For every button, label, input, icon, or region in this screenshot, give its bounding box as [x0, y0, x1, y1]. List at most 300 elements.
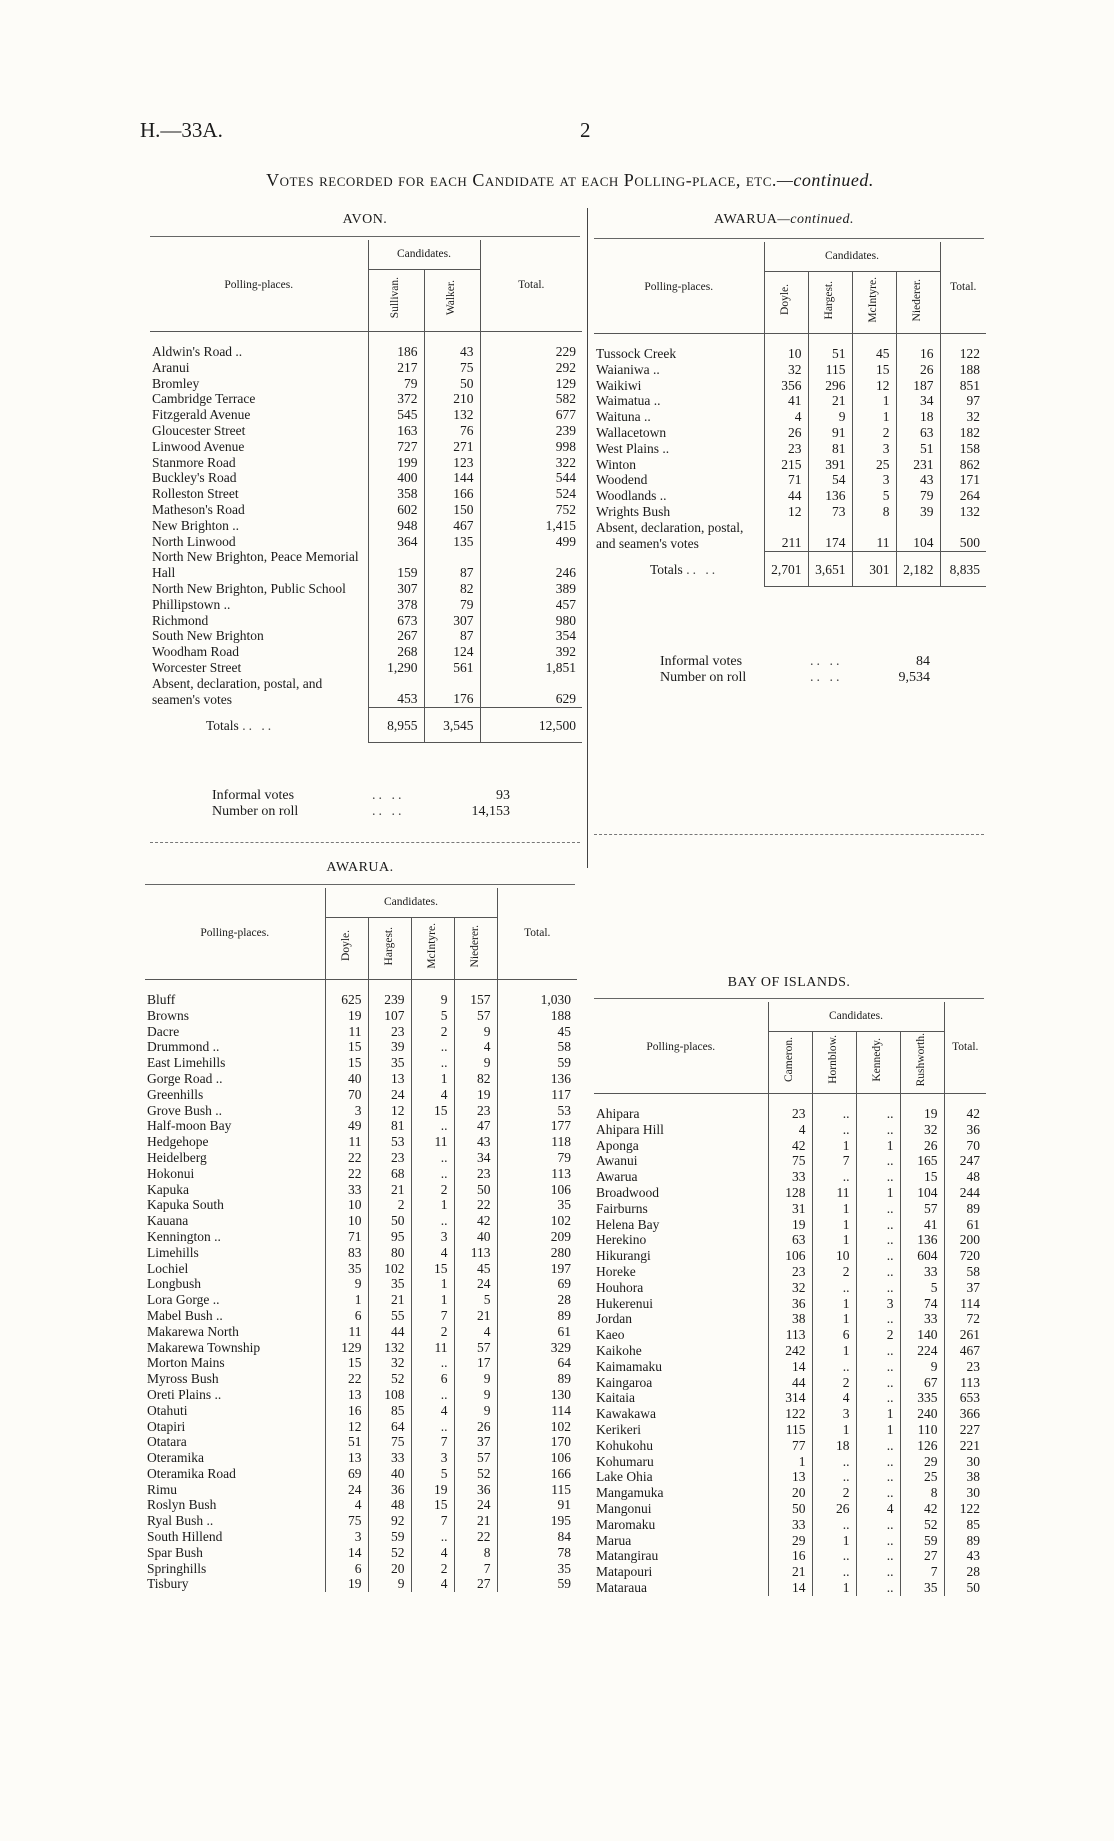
- vote-cell: 673: [368, 613, 424, 629]
- vote-cell: 135: [424, 534, 480, 550]
- vote-cell: 31: [768, 1201, 812, 1217]
- vote-cell: 41: [764, 393, 808, 409]
- table-row: [145, 1213, 577, 1229]
- vote-cell: ..: [856, 1533, 900, 1549]
- vote-cell: 28: [944, 1564, 986, 1580]
- polling-place: Kaimamaku: [596, 1358, 662, 1374]
- vote-cell: 51: [325, 1434, 368, 1450]
- vote-cell: ..: [411, 1039, 454, 1055]
- vote-cell: 170: [497, 1434, 577, 1450]
- vote-cell: 4: [411, 1403, 454, 1419]
- vote-cell: 110: [900, 1422, 944, 1438]
- vote-cell: ..: [812, 1454, 856, 1470]
- table-row: [150, 486, 582, 502]
- vote-cell: 32: [768, 1280, 812, 1296]
- rule: [594, 998, 984, 999]
- vote-cell: 2: [852, 425, 896, 441]
- document-title: [130, 170, 1010, 191]
- candidate-name-header: [325, 917, 368, 980]
- vote-cell: 1: [411, 1292, 454, 1308]
- table-row: [145, 1403, 577, 1419]
- vote-cell: 11: [852, 520, 896, 552]
- vote-cell: 114: [944, 1296, 986, 1312]
- vote-cell: 10: [764, 346, 808, 362]
- vote-cell: 58: [497, 1039, 577, 1055]
- title-text: Votes recorded for each Candidate at each Polling-place, etc.: [266, 170, 777, 190]
- table-row: [150, 360, 582, 376]
- vote-cell: ..: [856, 1375, 900, 1391]
- vote-cell: 61: [944, 1217, 986, 1233]
- vote-cell: 89: [497, 1308, 577, 1324]
- vote-cell: 9: [900, 1359, 944, 1375]
- table-row: [594, 504, 986, 520]
- vote-cell: 36: [768, 1296, 812, 1312]
- candidate-name: Hornblow.: [827, 1035, 840, 1085]
- vote-cell: 2: [411, 1324, 454, 1340]
- polling-place: North Linwood: [152, 533, 236, 549]
- vote-cell: ..: [411, 1166, 454, 1182]
- awarua-table: [145, 888, 577, 1592]
- vote-cell: 158: [940, 441, 986, 457]
- table-row: [594, 1343, 986, 1359]
- vote-cell: 582: [480, 391, 582, 407]
- vote-cell: 87: [424, 628, 480, 644]
- vote-cell: 1: [411, 1276, 454, 1292]
- polling-place: Woodlands ..: [596, 488, 667, 504]
- vote-cell: 188: [497, 1008, 577, 1024]
- candidate-name: Kennedy.: [871, 1037, 884, 1082]
- vote-cell: 199: [368, 455, 424, 471]
- vote-cell: 15: [411, 1261, 454, 1277]
- vote-cell: 9: [411, 992, 454, 1008]
- avon-table: [150, 240, 582, 743]
- bay-title: BAY OF ISLANDS.: [727, 975, 851, 990]
- polling-places-header: Polling-places.: [224, 278, 294, 291]
- table-row: [145, 1071, 577, 1087]
- polling-place: Browns: [147, 1007, 190, 1023]
- vote-cell: 15: [852, 362, 896, 378]
- vote-cell: 76: [424, 423, 480, 439]
- table-row: [150, 581, 582, 597]
- candidate-name: Hargest.: [382, 926, 395, 966]
- vote-cell: 24: [454, 1276, 497, 1292]
- table-row: [594, 1454, 986, 1470]
- vote-cell: 37: [454, 1434, 497, 1450]
- totals-row: [594, 551, 986, 586]
- polling-place: Fitzgerald Avenue: [152, 407, 251, 423]
- polling-place: North New Brighton, Public School: [152, 580, 346, 596]
- vote-cell: 210: [424, 391, 480, 407]
- vote-cell: 68: [368, 1166, 411, 1182]
- vote-cell: 268: [368, 644, 424, 660]
- vote-cell: 32: [900, 1122, 944, 1138]
- table-row: [594, 488, 986, 504]
- vote-cell: 1,030: [497, 992, 577, 1008]
- vote-cell: 1: [812, 1422, 856, 1438]
- avon-informal-value: 93: [496, 788, 510, 803]
- vote-cell: 102: [368, 1261, 411, 1277]
- polling-place: Stanmore Road: [152, 454, 236, 470]
- rule: [150, 236, 580, 237]
- vote-cell: 1: [852, 393, 896, 409]
- vote-cell: 9: [368, 1576, 411, 1592]
- vote-cell: 45: [497, 1024, 577, 1040]
- vote-cell: 1: [812, 1296, 856, 1312]
- vote-cell: ..: [856, 1311, 900, 1327]
- vote-cell: 40: [368, 1466, 411, 1482]
- vote-cell: 1: [856, 1185, 900, 1201]
- vote-cell: 26: [896, 362, 940, 378]
- vote-cell: 209: [497, 1229, 577, 1245]
- vote-cell: 998: [480, 439, 582, 455]
- rule: [594, 834, 984, 835]
- table-row: [145, 1276, 577, 1292]
- vote-cell: 102: [497, 1213, 577, 1229]
- candidate-name-header: [896, 271, 940, 334]
- table-row: [145, 1497, 577, 1513]
- vote-cell: 1: [812, 1533, 856, 1549]
- table-row: [594, 1375, 986, 1391]
- vote-cell: 3: [325, 1103, 368, 1119]
- vote-cell: 45: [454, 1261, 497, 1277]
- candidate-name: Doyle.: [779, 284, 792, 316]
- vote-cell: 544: [480, 470, 582, 486]
- vote-cell: 20: [768, 1485, 812, 1501]
- vote-cell: 97: [940, 393, 986, 409]
- vote-cell: 372: [368, 391, 424, 407]
- table-row: [145, 1118, 577, 1134]
- vote-cell: ..: [812, 1106, 856, 1122]
- vote-cell: 21: [768, 1564, 812, 1580]
- vote-cell: 3: [852, 441, 896, 457]
- vote-cell: 79: [497, 1150, 577, 1166]
- vote-cell: 197: [497, 1261, 577, 1277]
- table-row: [145, 1008, 577, 1024]
- vote-cell: ..: [856, 1485, 900, 1501]
- vote-cell: 18: [896, 409, 940, 425]
- vote-cell: 39: [368, 1039, 411, 1055]
- vote-cell: 118: [497, 1134, 577, 1150]
- table-row: [594, 457, 986, 473]
- polling-place: Houhora: [596, 1279, 644, 1295]
- vote-cell: 16: [896, 346, 940, 362]
- vote-cell: 6: [411, 1371, 454, 1387]
- awarua-cont-informal: [660, 654, 930, 670]
- vote-cell: 33: [368, 1450, 411, 1466]
- polling-place: Aranui: [152, 359, 190, 375]
- candidate-name-header: [368, 269, 424, 332]
- awarua-cont-title: [594, 212, 974, 228]
- polling-place: Spar Bush: [147, 1544, 203, 1560]
- vote-cell: 4: [764, 409, 808, 425]
- vote-cell: 14: [325, 1545, 368, 1561]
- polling-place: Hukerenui: [596, 1295, 653, 1311]
- vote-cell: ..: [856, 1122, 900, 1138]
- vote-cell: ..: [856, 1201, 900, 1217]
- rule: [594, 238, 984, 239]
- table-row: [594, 1564, 986, 1580]
- table-row: [150, 439, 582, 455]
- totals-cell: 3,651: [808, 551, 852, 586]
- polling-place: Tisbury: [147, 1576, 189, 1592]
- table-row: [150, 344, 582, 360]
- vote-cell: 157: [454, 992, 497, 1008]
- vote-cell: 48: [944, 1169, 986, 1185]
- vote-cell: 37: [944, 1280, 986, 1296]
- polling-place: Oreti Plains ..: [147, 1386, 222, 1402]
- vote-cell: 11: [411, 1340, 454, 1356]
- vote-cell: 22: [454, 1197, 497, 1213]
- table-row: [594, 1122, 986, 1138]
- vote-cell: 267: [368, 628, 424, 644]
- vote-cell: 150: [424, 502, 480, 518]
- polling-place: Worcester Street: [152, 659, 242, 675]
- leader-dots: .. ..: [372, 788, 405, 803]
- table-row: [145, 1229, 577, 1245]
- table-row: [145, 1434, 577, 1450]
- vote-cell: 9: [454, 1403, 497, 1419]
- vote-cell: 4: [411, 1545, 454, 1561]
- vote-cell: ..: [411, 1150, 454, 1166]
- vote-cell: 50: [424, 376, 480, 392]
- vote-cell: ..: [856, 1169, 900, 1185]
- roll-label: Number on roll: [660, 670, 747, 685]
- vote-cell: 231: [896, 457, 940, 473]
- vote-cell: 32: [368, 1355, 411, 1371]
- vote-cell: 1: [856, 1138, 900, 1154]
- totals-text: Totals: [206, 717, 239, 733]
- vote-cell: 4: [411, 1245, 454, 1261]
- vote-cell: 42: [944, 1106, 986, 1122]
- vote-cell: 499: [480, 534, 582, 550]
- awarua-cont-name: AWARUA: [714, 212, 778, 227]
- vote-cell: 10: [325, 1213, 368, 1229]
- vote-cell: 74: [900, 1296, 944, 1312]
- leader-dots: .. ..: [242, 717, 275, 733]
- column-divider: [587, 208, 588, 868]
- vote-cell: 16: [325, 1403, 368, 1419]
- table-row: [145, 1308, 577, 1324]
- vote-cell: 329: [497, 1340, 577, 1356]
- totals-cell: 3,545: [424, 707, 480, 742]
- vote-cell: 15: [325, 1055, 368, 1071]
- table-row: [594, 1106, 986, 1122]
- vote-cell: 4: [768, 1122, 812, 1138]
- candidate-name-header: [424, 269, 480, 332]
- vote-cell: 71: [325, 1229, 368, 1245]
- vote-cell: 224: [900, 1343, 944, 1359]
- polling-places-header: Polling-places.: [644, 280, 714, 293]
- vote-cell: ..: [856, 1517, 900, 1533]
- vote-cell: 87: [424, 549, 480, 581]
- vote-cell: 34: [896, 393, 940, 409]
- vote-cell: 82: [424, 581, 480, 597]
- vote-cell: 36: [454, 1482, 497, 1498]
- vote-cell: 3: [856, 1296, 900, 1312]
- vote-cell: 136: [900, 1232, 944, 1248]
- vote-cell: 35: [368, 1055, 411, 1071]
- vote-cell: 22: [325, 1150, 368, 1166]
- vote-cell: 23: [768, 1106, 812, 1122]
- avon-roll-value: 14,153: [471, 804, 510, 819]
- table-row: [150, 628, 582, 644]
- vote-cell: 11: [325, 1324, 368, 1340]
- table-row: [145, 1245, 577, 1261]
- vote-cell: ..: [812, 1359, 856, 1375]
- vote-cell: 9: [454, 1387, 497, 1403]
- polling-place: Matapouri: [596, 1564, 653, 1580]
- vote-cell: 200: [944, 1232, 986, 1248]
- vote-cell: 35: [497, 1197, 577, 1213]
- table-row: [145, 1039, 577, 1055]
- table-row: [150, 423, 582, 439]
- vote-cell: 752: [480, 502, 582, 518]
- table-row: [150, 549, 582, 581]
- polling-place: Kaikohe: [596, 1342, 642, 1358]
- polling-place: Makarewa North: [147, 1323, 239, 1339]
- polling-place: Lora Gorge ..: [147, 1292, 220, 1308]
- informal-label: Informal votes: [660, 654, 743, 669]
- vote-cell: 19: [411, 1482, 454, 1498]
- vote-cell: 57: [454, 1450, 497, 1466]
- vote-cell: 52: [368, 1545, 411, 1561]
- table-row: [145, 1513, 577, 1529]
- polling-place: Phillipstown ..: [152, 596, 231, 612]
- polling-places-header: Polling-places.: [200, 926, 270, 939]
- table-row: [150, 518, 582, 534]
- vote-cell: 82: [454, 1071, 497, 1087]
- vote-cell: ..: [856, 1548, 900, 1564]
- polling-place: Richmond: [152, 612, 209, 628]
- polling-place: Gorge Road ..: [147, 1070, 223, 1086]
- vote-cell: 261: [944, 1327, 986, 1343]
- vote-cell: 4: [325, 1497, 368, 1513]
- vote-cell: 2: [411, 1561, 454, 1577]
- table-row: [145, 1466, 577, 1482]
- vote-cell: 42: [900, 1501, 944, 1517]
- vote-cell: 8: [900, 1485, 944, 1501]
- vote-cell: 2: [856, 1327, 900, 1343]
- vote-cell: 52: [454, 1466, 497, 1482]
- table-row: [594, 1153, 986, 1169]
- vote-cell: 467: [944, 1343, 986, 1359]
- vote-cell: 33: [325, 1182, 368, 1198]
- vote-cell: 11: [325, 1134, 368, 1150]
- table-row: [594, 1485, 986, 1501]
- vote-cell: 33: [768, 1169, 812, 1185]
- vote-cell: 57: [454, 1340, 497, 1356]
- vote-cell: 9: [808, 409, 852, 425]
- vote-cell: 14: [768, 1580, 812, 1596]
- candidate-name-header: [808, 271, 852, 334]
- candidate-name-header: [368, 917, 411, 980]
- vote-cell: 102: [497, 1419, 577, 1435]
- vote-cell: 211: [764, 520, 808, 552]
- vote-cell: 176: [424, 676, 480, 708]
- vote-cell: 720: [944, 1248, 986, 1264]
- vote-cell: 52: [368, 1371, 411, 1387]
- polling-place: Herekino: [596, 1232, 647, 1248]
- vote-cell: 63: [896, 425, 940, 441]
- vote-cell: 239: [480, 423, 582, 439]
- vote-cell: 59: [368, 1529, 411, 1545]
- vote-cell: 89: [944, 1201, 986, 1217]
- vote-cell: 15: [325, 1355, 368, 1371]
- table-row: [145, 992, 577, 1008]
- vote-cell: 242: [768, 1343, 812, 1359]
- polling-place: East Limehills: [147, 1055, 226, 1071]
- vote-cell: 314: [768, 1390, 812, 1406]
- table-row: [594, 1169, 986, 1185]
- polling-place: Kaeo: [596, 1327, 625, 1343]
- table-row: [594, 472, 986, 488]
- vote-cell: 280: [497, 1245, 577, 1261]
- table-row: [594, 1548, 986, 1564]
- polling-place: Buckley's Road: [152, 470, 237, 486]
- vote-cell: ..: [856, 1232, 900, 1248]
- polling-place: Marua: [596, 1532, 632, 1548]
- vote-cell: 21: [368, 1292, 411, 1308]
- table-row: [594, 1232, 986, 1248]
- vote-cell: 22: [325, 1371, 368, 1387]
- vote-cell: 177: [497, 1118, 577, 1134]
- polling-place: Longbush: [147, 1276, 201, 1292]
- table-row: [594, 1438, 986, 1454]
- vote-cell: 9: [454, 1055, 497, 1071]
- title-continued: —continued.: [776, 170, 874, 190]
- candidate-name-header: [454, 917, 497, 980]
- vote-cell: 165: [900, 1153, 944, 1169]
- polling-place: Otahuti: [147, 1402, 188, 1418]
- table-row: [150, 597, 582, 613]
- polling-place: Waianiwa ..: [596, 361, 660, 377]
- vote-cell: 75: [768, 1153, 812, 1169]
- polling-place: Otapiri: [147, 1418, 186, 1434]
- polling-place: Lochiel: [147, 1260, 189, 1276]
- vote-cell: 1: [812, 1217, 856, 1233]
- vote-cell: 30: [944, 1454, 986, 1470]
- vote-cell: 13: [325, 1387, 368, 1403]
- total-header: Total.: [497, 888, 577, 980]
- polling-place: Ahipara Hill: [596, 1121, 664, 1137]
- vote-cell: ..: [856, 1343, 900, 1359]
- polling-place: North New Brighton, Peace Memorial Hall: [152, 549, 359, 581]
- polling-place: Rimu: [147, 1481, 178, 1497]
- vote-cell: 215: [764, 457, 808, 473]
- vote-cell: 500: [940, 520, 986, 552]
- page-number: 2: [580, 118, 591, 142]
- vote-cell: 114: [497, 1403, 577, 1419]
- vote-cell: 104: [896, 520, 940, 552]
- vote-cell: 11: [812, 1185, 856, 1201]
- table-row: [594, 1327, 986, 1343]
- vote-cell: 19: [900, 1106, 944, 1122]
- polling-place: Waimatua ..: [596, 393, 661, 409]
- vote-cell: 81: [368, 1118, 411, 1134]
- polling-place: Wrights Bush: [596, 503, 671, 519]
- polling-place: Half-moon Bay: [147, 1118, 232, 1134]
- avon-roll: [212, 804, 510, 820]
- vote-cell: 15: [325, 1039, 368, 1055]
- vote-cell: 42: [454, 1213, 497, 1229]
- vote-cell: 123: [424, 455, 480, 471]
- vote-cell: 89: [944, 1533, 986, 1549]
- table-row: [150, 676, 582, 708]
- vote-cell: 9: [454, 1024, 497, 1040]
- polling-place: Mangonui: [596, 1500, 652, 1516]
- vote-cell: 140: [900, 1327, 944, 1343]
- vote-cell: 29: [768, 1533, 812, 1549]
